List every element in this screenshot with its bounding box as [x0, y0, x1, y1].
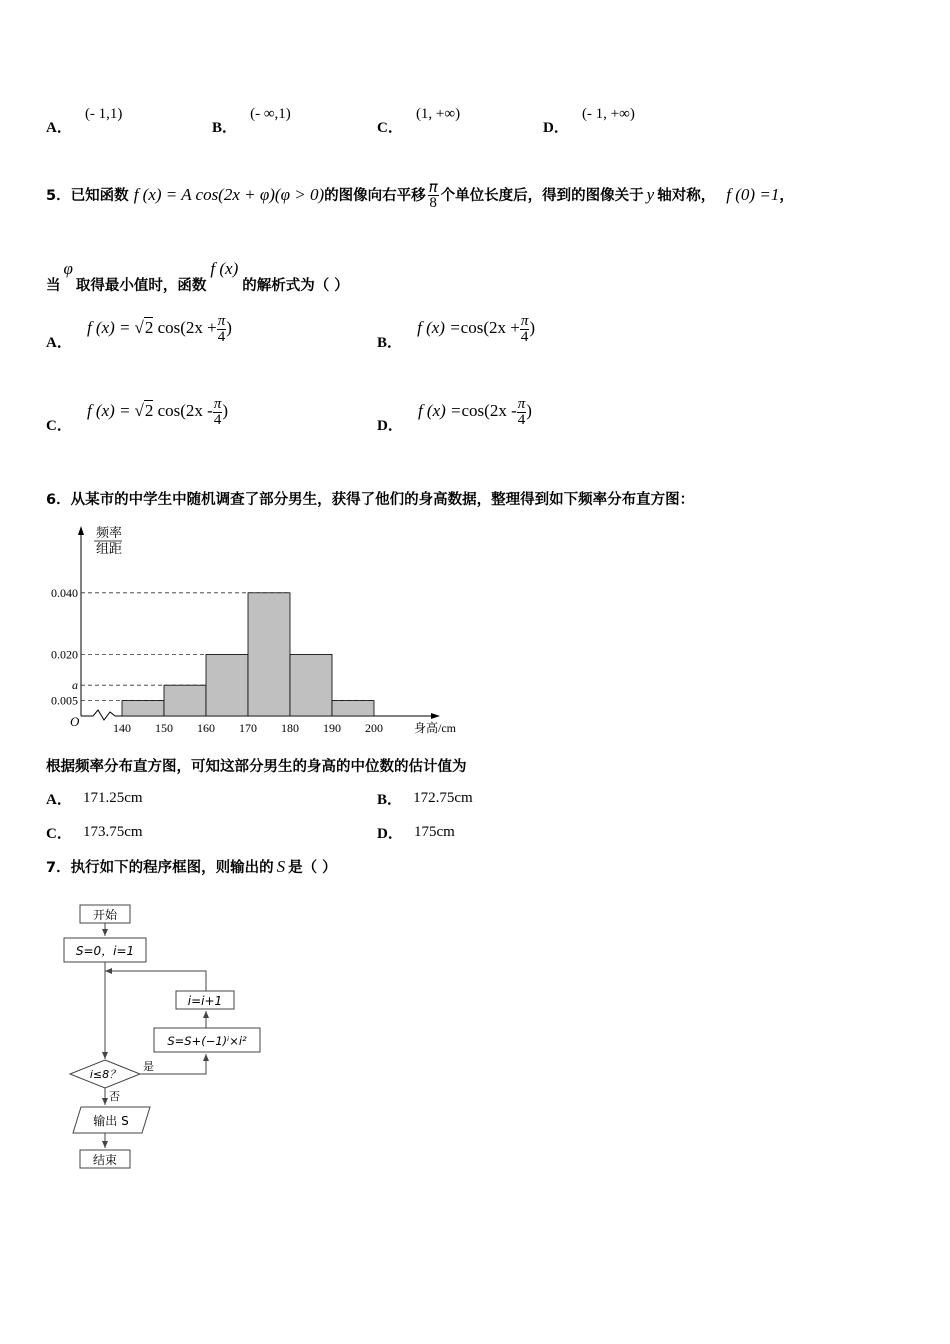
q5-text: ， — [779, 188, 794, 204]
option-label: A． — [46, 335, 72, 352]
y-tick-label: 0.040 — [51, 585, 78, 600]
q7-s-var: S — [276, 857, 286, 876]
histogram-bar — [332, 701, 374, 716]
q4-option-d[interactable] — [543, 106, 635, 137]
formula-body: cos(2x - — [153, 401, 213, 421]
sqrt-sign: √ — [134, 401, 144, 421]
flow-init-text: S=0，i=1 — [75, 944, 135, 958]
q5-fx: f (x) — [210, 259, 239, 278]
flow-increment-text: i=i+1 — [187, 994, 223, 1008]
option-formula — [417, 396, 532, 428]
fraction-numerator: π — [428, 178, 438, 196]
axis-break — [81, 710, 115, 720]
option-value: (- 1, +∞) — [581, 106, 635, 122]
option-label: B． — [377, 792, 403, 808]
histogram-bar — [290, 654, 332, 716]
option-label: B． — [377, 335, 403, 352]
sqrt-radicand: 2 — [144, 401, 154, 421]
q5-option-a[interactable] — [46, 313, 232, 372]
formula-close: ) — [226, 318, 232, 338]
q7-text: 7．执行如下的程序框图，则输出的 — [46, 860, 274, 876]
q5-condition: f (0) =1 — [726, 185, 780, 204]
option-value: 172.75cm — [413, 790, 473, 806]
option-label: C． — [377, 120, 403, 136]
y-tick-label: a — [72, 678, 78, 693]
option-formula — [86, 313, 232, 345]
x-tick-label: 150 — [155, 721, 173, 735]
sqrt-sign: √ — [134, 318, 144, 338]
flow-no-label: 否 — [109, 1090, 120, 1103]
y-tick-label: 0.005 — [51, 693, 78, 708]
q5-text: 取得最小值时，函数 — [75, 278, 207, 294]
q4-option-b[interactable] — [212, 106, 291, 137]
q5-y-var: y — [646, 185, 655, 204]
formula-fraction — [517, 397, 527, 428]
histogram-bar — [164, 685, 206, 716]
formula-prefix: f (x) = — [86, 401, 131, 421]
x-tick-label: 170 — [239, 721, 257, 735]
fraction-denominator: 4 — [213, 412, 222, 428]
formula-close: ) — [526, 401, 532, 421]
flow-end-text: 结束 — [92, 1153, 118, 1167]
formula-fraction — [213, 397, 223, 428]
q6-option-a[interactable] — [46, 788, 143, 809]
formula-prefix: f (x) = — [417, 318, 461, 338]
fraction-numerator: π — [213, 396, 222, 412]
frequency-histogram — [40, 520, 480, 740]
formula-fraction — [217, 314, 227, 345]
q5-stem-line1 — [46, 166, 794, 225]
option-label: B． — [212, 120, 238, 136]
y-axis-label-bottom: 组距 — [96, 541, 123, 556]
fraction-denominator: 8 — [429, 195, 437, 211]
option-value: (- ∞,1) — [250, 106, 291, 122]
q5-text: 的解析式为（ ） — [242, 278, 349, 294]
q6-option-b[interactable] — [377, 788, 473, 809]
formula-body: cos(2x + — [460, 318, 520, 338]
q6-stem: 6．从某市的中学生中随机调查了部分男生，获得了他们的身高数据，整理得到如下频率分布直方图： — [46, 492, 695, 508]
x-tick-label: 180 — [281, 721, 299, 735]
fraction-numerator: π — [517, 396, 526, 412]
formula-close: ) — [529, 318, 536, 338]
formula-prefix: f (x) = — [86, 318, 131, 338]
q5-text: 当 — [46, 278, 61, 294]
option-label: A． — [46, 792, 72, 808]
option-value: 175cm — [413, 824, 455, 840]
option-label: C． — [46, 418, 72, 435]
x-tick-label: 200 — [365, 721, 383, 735]
x-tick-label: 140 — [113, 721, 131, 735]
option-value: 171.25cm — [82, 790, 143, 806]
fraction-numerator: π — [217, 313, 226, 329]
formula-prefix: f (x) = — [417, 401, 462, 421]
flow-start-text: 开始 — [92, 908, 118, 922]
formula-fraction — [520, 314, 530, 345]
flow-update-text: S=S+(−1)ⁱ×i² — [167, 1034, 247, 1048]
fraction-denominator: 4 — [520, 329, 529, 345]
q5-phi: φ — [63, 259, 73, 278]
y-axis-arrow — [78, 526, 84, 535]
y-tick-label: 0.020 — [51, 647, 78, 662]
q5-text: 已知函数 — [70, 188, 129, 204]
y-axis-label-top: 频率 — [96, 525, 123, 540]
origin-label: O — [70, 714, 80, 729]
option-label: A． — [46, 120, 72, 136]
option-value: (- 1,1) — [84, 106, 123, 122]
option-formula — [417, 313, 536, 345]
q7-stem — [46, 856, 337, 877]
q5-function: f (x) = A cos(2x + φ)(φ > 0) — [133, 185, 325, 204]
flow-yes-label: 是 — [143, 1060, 154, 1073]
q5-text: 的图像向右平移 — [324, 188, 426, 204]
fraction-denominator: 4 — [517, 412, 526, 428]
x-tick-label: 160 — [197, 721, 215, 735]
histogram-bar — [122, 701, 164, 716]
q5-text: 轴对称， — [657, 188, 716, 204]
q4-option-c[interactable] — [377, 106, 461, 137]
q6-follow-text: 根据频率分布直方图，可知这部分男生的身高的中位数的估计值为 — [46, 759, 467, 775]
option-label: C． — [46, 826, 72, 842]
option-formula — [86, 396, 229, 428]
q5-option-b[interactable] — [377, 313, 536, 372]
q7-text: 是（ ） — [288, 860, 337, 876]
option-label: D． — [377, 418, 403, 435]
sqrt-radicand: 2 — [144, 318, 154, 338]
q4-option-a[interactable] — [46, 106, 123, 137]
x-axis-arrow — [431, 713, 440, 719]
option-value: 173.75cm — [82, 824, 143, 840]
q5-number: 5． — [46, 188, 71, 204]
histogram-bar — [206, 654, 248, 716]
fraction-denominator: 4 — [217, 329, 226, 345]
option-label: D． — [543, 120, 569, 136]
x-tick-label: 190 — [323, 721, 341, 735]
q5-stem-line2 — [46, 260, 349, 300]
formula-body: cos(2x - — [461, 401, 517, 421]
option-value: (1, +∞) — [415, 106, 461, 122]
flow-loop-back — [105, 971, 206, 991]
q5-option-d[interactable] — [377, 396, 532, 455]
program-flowchart — [55, 895, 275, 1180]
q6-option-c[interactable] — [46, 822, 143, 843]
q5-text: 个单位长度后，得到的图像关于 — [440, 188, 644, 204]
fraction-numerator: π — [520, 313, 529, 329]
q5-shift-fraction — [428, 180, 439, 211]
q6-option-d[interactable] — [377, 822, 455, 843]
option-label: D． — [377, 826, 403, 842]
q5-option-c[interactable] — [46, 396, 229, 455]
formula-body: cos(2x + — [153, 318, 217, 338]
flow-output-text: 输出 S — [93, 1114, 129, 1128]
formula-close: ) — [222, 401, 229, 421]
histogram-bar — [248, 593, 290, 716]
x-axis-label: 身高/cm — [414, 721, 456, 735]
flow-condition-text: i≤8？ — [89, 1068, 121, 1081]
